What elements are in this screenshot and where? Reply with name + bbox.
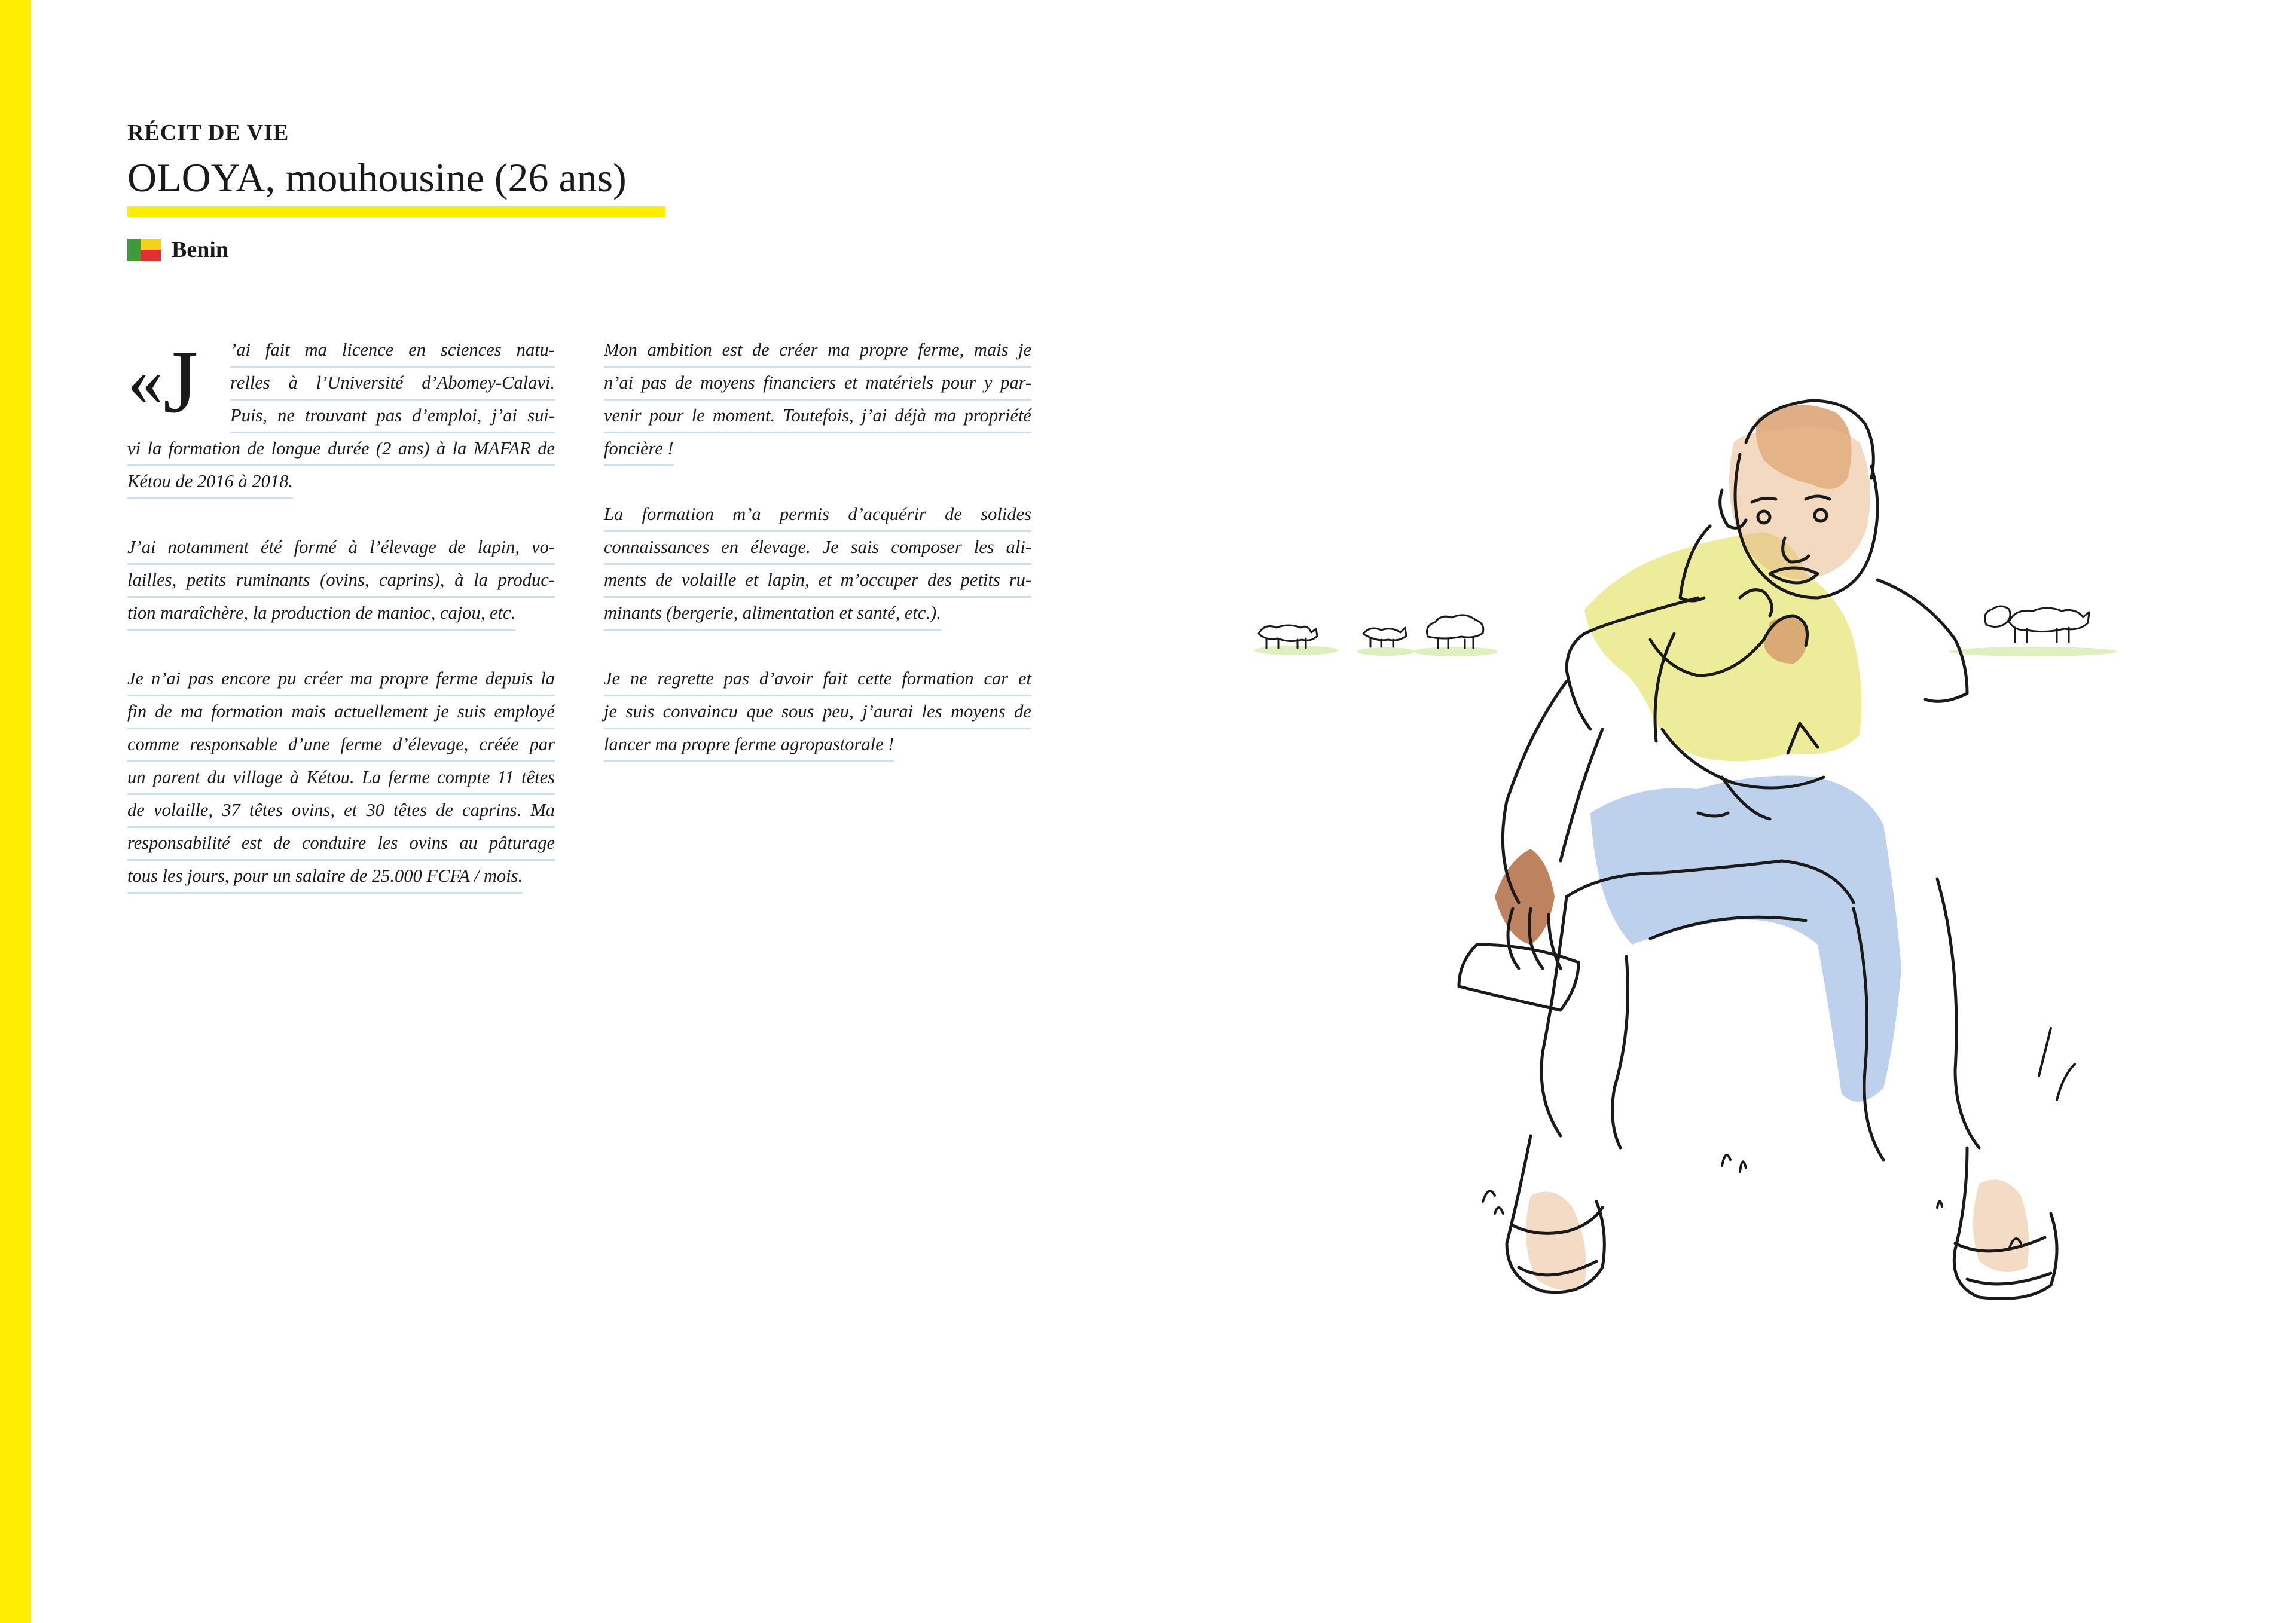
text-line: lailles, petits ruminants (ovins, caprins), à la produc- [127, 565, 555, 598]
flag-red-band [141, 250, 161, 261]
sheep-left [1259, 615, 1483, 648]
drop-cap [127, 332, 199, 432]
text-line: Je ne regrette pas d’avoir fait cette formation car et [604, 664, 1031, 696]
text-line: n’ai pas de moyens financiers et matériels pour y par- [604, 368, 1031, 401]
text-line: connaissances en élevage. Je sais composer les ali- [604, 532, 1031, 565]
left-arm [1459, 681, 1602, 1010]
text-line: Puis, ne trouvant pas d’emploi, j’ai sui- [230, 401, 555, 433]
text-line: fin de ma formation mais actuellement je suis employé [127, 696, 555, 729]
text-line: lancer ma propre ferme agropastorale ! [604, 729, 894, 762]
text-line: foncière ! [604, 433, 674, 466]
watercolor-washes [1495, 405, 2029, 1290]
text-line: La formation m’a permis d’acquérir de solides [604, 499, 1031, 532]
page-title: OLOYA, mouhousine (26 ans) [127, 155, 627, 200]
flag-yellow-band [141, 239, 161, 250]
benin-flag-icon [127, 239, 161, 261]
paragraph-right-1 [604, 335, 1031, 466]
sheep-right [1985, 606, 2089, 642]
text-line: Mon ambition est de créer ma propre ferme, mais je [604, 335, 1031, 368]
paragraph-left-2 [127, 532, 555, 631]
text-line: ments de volaille et lapin, et m’occuper des petits ru- [604, 565, 1031, 598]
paragraph-left-3 [127, 664, 555, 894]
country-name: Benin [172, 237, 229, 262]
drop-cap-letter: J [163, 332, 199, 432]
text-line: un parent du village à Kétou. La ferme compte 11 têtes [127, 762, 555, 795]
text-line: de volaille, 37 têtes ovins, et 30 têtes de caprins. Ma [127, 795, 555, 828]
flag-green-band [127, 239, 141, 261]
paragraph-right-2 [604, 499, 1031, 631]
text-line: Je n’ai pas encore pu créer ma propre ferme depuis la [127, 664, 555, 696]
paragraph-right-3 [604, 664, 1031, 762]
text-line: tous les jours, pour un salaire de 25.000 FCFA / mois. [127, 861, 523, 894]
text-line: tion maraîchère, la production de manioc, cajou, etc. [127, 598, 515, 631]
text-line: je suis convaincu que sous peu, j’aurai les moyens de [604, 696, 1031, 729]
portrait-illustration [1232, 371, 2152, 1411]
yellow-edge-bar [0, 0, 31, 1623]
text-line: responsabilité est de conduire les ovins au pâturage [127, 828, 555, 861]
title-underline [127, 206, 665, 217]
text-line: vi la formation de longue durée (2 ans) à la MAFAR de [127, 433, 555, 466]
text-line: Kétou de 2016 à 2018. [127, 466, 293, 499]
country-label [127, 237, 228, 263]
text-line: ’ai fait ma licence en sciences natu- [230, 335, 555, 368]
text-line: venir pour le moment. Toutefois, j’ai déjà ma propriété [604, 401, 1031, 433]
text-line: J’ai notamment été formé à l’élevage de lapin, vo- [127, 532, 555, 565]
left-text-column [127, 332, 555, 927]
opening-quote: « [127, 341, 163, 420]
text-line: relles à l’Université d’Abomey-Calavi. [230, 368, 555, 401]
right-text-column [604, 335, 1031, 795]
text-line: minants (bergerie, alimentation et santé, etc.). [604, 598, 941, 631]
text-line: comme responsable d’une ferme d’élevage, créée par [127, 729, 555, 762]
section-kicker: RÉCIT DE VIE [127, 120, 289, 145]
